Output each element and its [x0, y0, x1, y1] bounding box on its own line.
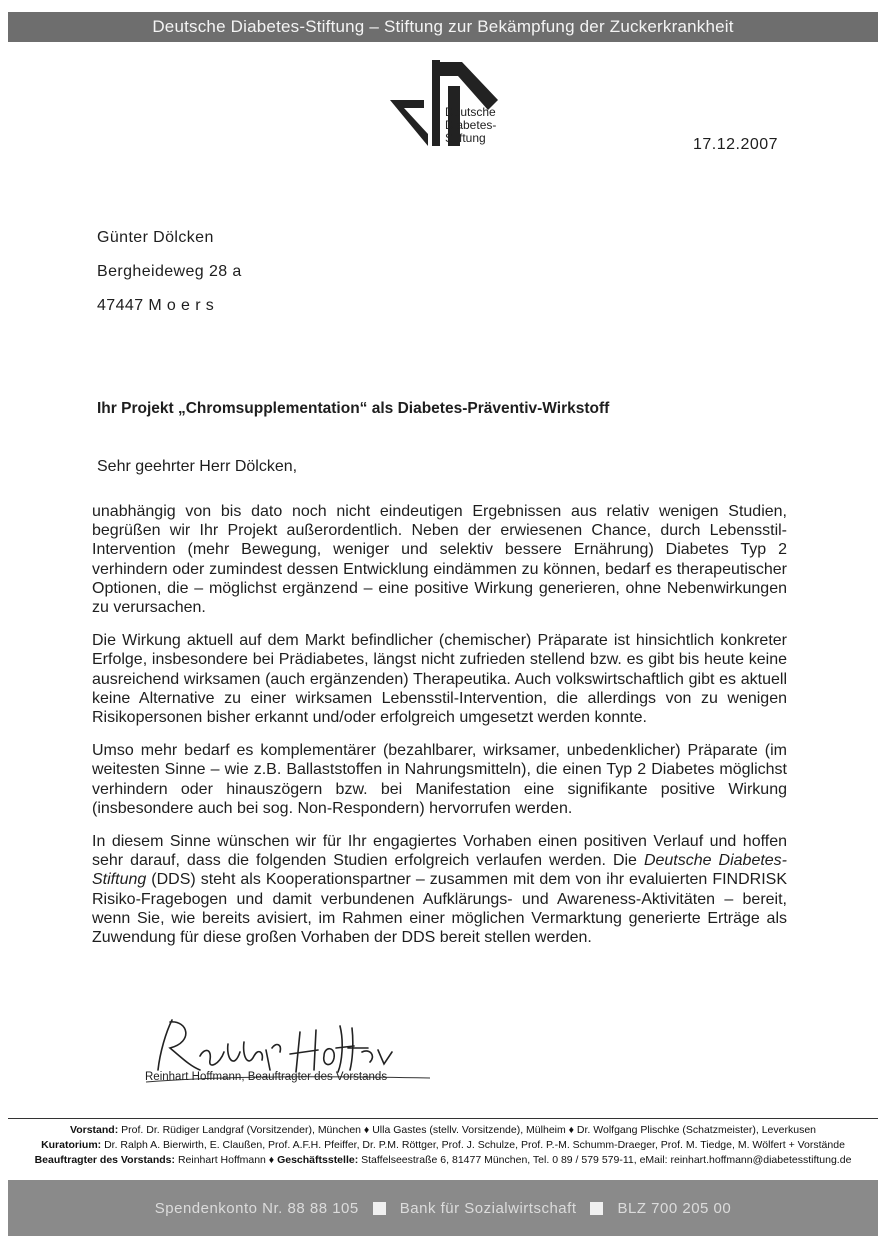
footer-label: Geschäftsstelle: [277, 1154, 359, 1166]
paragraph-part: In diesem Sinne wünschen wir für Ihr engagiertes Vorhaben einen positiven Verlauf und hoffen sehr darauf, dass die folgenden Studien erfolgreich verlaufen werden. Die [92, 833, 787, 870]
footer-divider [8, 1118, 878, 1119]
logo-line: Deutsche [445, 105, 496, 119]
bank-name: Bank für Sozialwirtschaft [399, 1199, 577, 1217]
footer-value: Staffelseestraße 6, 81477 München, Tel. 0 89 / 579 579-11, eMail: reinhart.hoffmann@diabetesstiftung.de [361, 1154, 852, 1166]
footer-label: Beauftragter des Vorstands: [34, 1154, 176, 1166]
foundation-name-italic: Deutsche Diabetes-Stiftung [92, 852, 788, 889]
footer-value: Dr. Ralph A. Bierwirth, E. Claußen, Prof. A.F.H. Pfeiffer, Dr. P.M. Röttger, Prof. J. Schulze, Prof. P.-M. Schumm-Draeger, Prof. M. Tiedge, M. Wölfert + Vorstände [104, 1139, 845, 1151]
logo-line: Stiftung [445, 131, 486, 145]
paragraph: unabhängig von bis dato noch nicht eindeutigen Ergebnissen aus relativ wenigen Studien, begrüßen wir Ihr Projekt außerordentlich. Neben der erwiesenen Chance, durch Lebensstil-Intervention (mehr Bewegung, weniger und selektiv bessere Ernährung) Diabetes Typ 2 verhindern oder zumindest dessen Entwicklung eindämmen zu können, bedarf es therapeutischer Optionen, die – möglichst ergänzend – eine positive Wirkung generieren, ohne Nebenwirkungen zu verursachen. [92, 503, 787, 617]
salutation: Sehr geehrter Herr Dölcken, [97, 458, 298, 475]
signature-caption: Reinhart Hoffmann, Beauftragter des Vorstands [145, 1071, 388, 1083]
footer-line-board [8, 1123, 878, 1138]
bank-code: BLZ 700 205 00 [617, 1199, 732, 1217]
paragraph-part: (DDS) steht als Kooperationspartner – zusammen mit dem von ihr evaluierten FINDRISK Risiko-Fragebogen und damit verbundenen Aufklärungs- und Awareness-Aktivitäten – bereit, wenn Sie, wie bereits avisiert, im Rahmen einer möglichen Vermarktung generierte Erträge als Zuwendung für diese großen Vorhaben der DDS bereit stellen werden. [92, 871, 787, 947]
bank-banner [8, 1180, 878, 1236]
bank-account: Spendenkonto Nr. 88 88 105 [154, 1199, 359, 1217]
header-banner: Deutsche Diabetes-Stiftung – Stiftung zur Bekämpfung der Zuckerkrankheit [8, 12, 878, 42]
recipient-street: Bergheideweg 28 a [97, 263, 242, 280]
recipient-name: Günter Dölcken [97, 229, 214, 246]
footer-value: Prof. Dr. Rüdiger Landgraf (Vorsitzender), München ♦ Ulla Gastes (stellv. Vorsitzende), Mülheim ♦ Dr. Wolfgang Plischke (Schatzmeister), Leverkusen [121, 1124, 817, 1136]
paragraph: Die Wirkung aktuell auf dem Markt befindlicher (chemischer) Präparate ist hinsichtlich konkreter Erfolge, insbesondere bei Prädiabetes, längst nicht zufrieden stellend bzw. es gibt bis heute keine ausreichend wirksamen (auch ergänzenden) Therapeutika. Auch volkswirtschaftlich gibt es aktuell keine Alternative zu einer wirksamen Lebensstil-Intervention, die allerdings von zu wenigen Risikopersonen bisher erkannt und/oder erfolgreich umgesetzt werden konnte. [92, 632, 787, 727]
paragraph: Umso mehr bedarf es komplementärer (bezahlbarer, wirksamer, unbedenklicher) Präparate (im weitesten Sinne – wie z.B. Ballaststoffen in Nahrungsmitteln), die einen Typ 2 Diabetes möglichst verhindern oder hinauszögern bzw. bei Manifestation eine signifikante positive Wirkung (insbesondere auch bei sog. Non-Respondern) hervorrufen werden. [92, 742, 787, 817]
recipient-city: 47447 M o e r s [97, 297, 215, 314]
paragraph [92, 832, 787, 947]
letter-subject: Ihr Projekt „Chromsupplementation“ als Diabetes-Präventiv-Wirkstoff [97, 400, 610, 417]
separator-square-icon [590, 1202, 603, 1215]
footer-label: Vorstand: [69, 1124, 119, 1136]
footer-label: Kuratorium: [41, 1139, 102, 1151]
logo-line: Diabetes- [445, 118, 497, 132]
separator-square-icon [373, 1202, 386, 1215]
letter-date: 17.12.2007 [693, 136, 779, 153]
logo-wordmark [445, 106, 496, 145]
footer-value: Reinhart Hoffmann [177, 1154, 266, 1166]
letter-body [92, 502, 787, 961]
footer-line-kuratorium [8, 1138, 878, 1153]
footer-info [8, 1123, 878, 1168]
footer-line-office: Beauftragter des Vorstands: Reinhart Hoffmann ♦ Geschäftsstelle: Staffelseestraße 6, 81477 München, Tel. 0 89 / 579 579-11, eMail: reinhart.hoffmann@diabetesstiftung.de [34, 1154, 852, 1166]
